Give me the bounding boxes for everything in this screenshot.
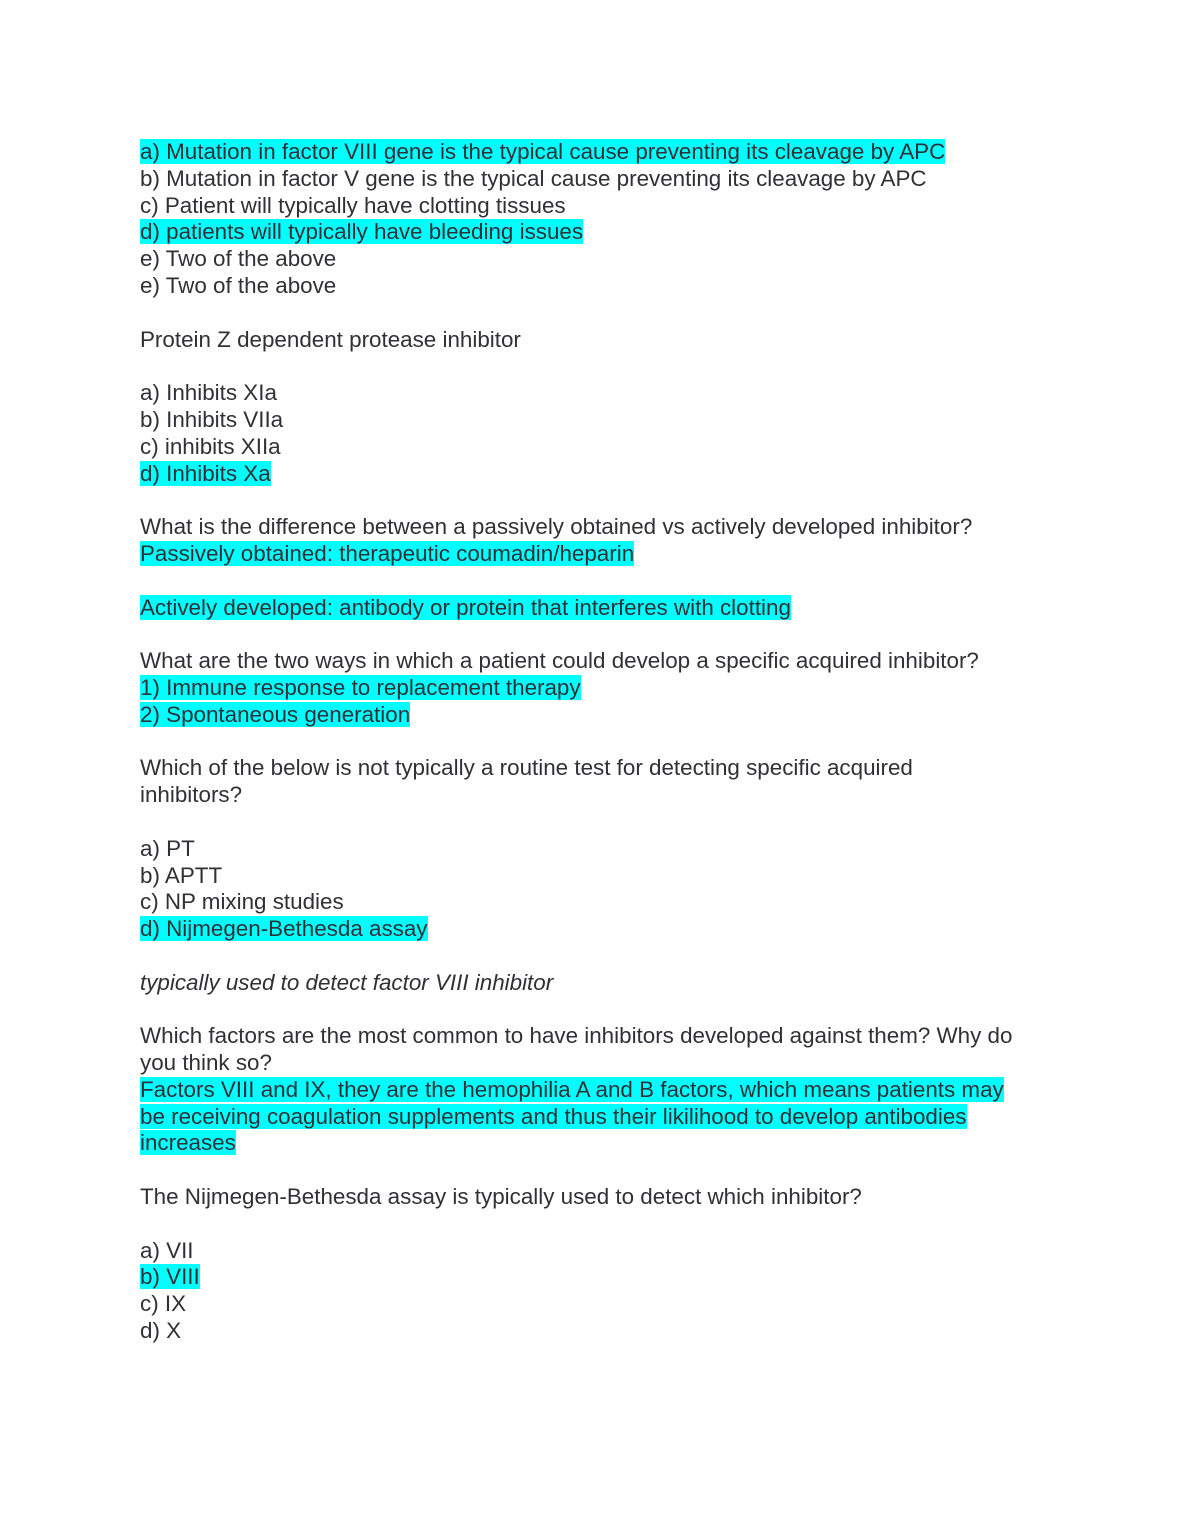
q4-answer-1-text: 1) Immune response to replacement therapy — [140, 674, 581, 700]
q5-note: typically used to detect factor VIII inhibitor — [140, 969, 554, 995]
q4-answer-1 — [140, 675, 1060, 702]
q5-option-c-text: c) NP mixing studies — [140, 889, 344, 915]
q7-option-b — [140, 1264, 1060, 1291]
q7-option-b-text: b) VIII — [140, 1264, 200, 1290]
q7-option-a-text: a) VII — [140, 1237, 194, 1263]
q5-option-a-text: a) PT — [140, 835, 195, 861]
q5-option-d — [140, 916, 1060, 943]
q1-option-e-duplicate — [140, 273, 1060, 300]
q3-answer-active-text: Actively developed: antibody or protein that interferes with clotting — [140, 594, 791, 620]
spacer — [140, 621, 1060, 648]
spacer — [140, 809, 1060, 836]
q7-question: The Nijmegen-Bethesda assay is typically used to detect which inhibitor? — [140, 1184, 862, 1210]
q1-option-b-text: b) Mutation in factor V gene is the typical cause preventing its cleavage by APC — [140, 165, 927, 191]
q1-option-d — [140, 219, 1060, 246]
q2-option-d — [140, 461, 1060, 488]
q1-option-c-text: c) Patient will typically have clotting tissues — [140, 192, 566, 218]
q6-answer-line-2 — [140, 1104, 1060, 1131]
q4-answer-2-text: 2) Spontaneous generation — [140, 701, 411, 727]
q5-question-line-1: Which of the below is not typically a routine test for detecting specific acquired — [140, 755, 913, 781]
q1-option-e — [140, 246, 1060, 273]
q2-option-b — [140, 407, 1060, 434]
q1-option-a — [140, 139, 1060, 166]
q2-option-c — [140, 434, 1060, 461]
q7-option-d — [140, 1318, 1060, 1345]
q2-option-a-text: a) Inhibits XIa — [140, 380, 277, 406]
q2-option-b-text: b) Inhibits VIIa — [140, 406, 284, 432]
q6-question-line-2: you think so? — [140, 1050, 272, 1076]
spacer — [140, 353, 1060, 380]
q5-option-b — [140, 863, 1060, 890]
spacer — [140, 729, 1060, 756]
q6-answer-line-2-text: be receiving coagulation supplements and thus their likilihood to develop antibodies — [140, 1103, 967, 1129]
q5-option-c — [140, 889, 1060, 916]
q4-question: What are the two ways in which a patient could develop a specific acquired inhibitor? — [140, 648, 979, 674]
spacer — [140, 1157, 1060, 1184]
q7-option-c-text: c) IX — [140, 1291, 187, 1317]
q2-option-a — [140, 380, 1060, 407]
spacer — [140, 568, 1060, 595]
q5-option-d-text: d) Nijmegen-Bethesda assay — [140, 916, 428, 942]
q1-option-d-text: d) patients will typically have bleeding issues — [140, 219, 584, 245]
spacer — [140, 997, 1060, 1024]
q7-option-d-text: d) X — [140, 1318, 182, 1344]
spacer — [140, 300, 1060, 327]
q1-option-e2-text: e) Two of the above — [140, 272, 337, 298]
q1-option-a-text: a) Mutation in factor VIII gene is the typical cause preventing its cleavage by APC — [140, 139, 946, 164]
q4-answer-2 — [140, 702, 1060, 729]
q6-answer-line-3-text: increases — [140, 1130, 236, 1156]
q5-option-b-text: b) APTT — [140, 862, 223, 888]
q6-answer-line-3 — [140, 1130, 1060, 1157]
q3-answer-active — [140, 595, 1060, 622]
q3-answer-passive — [140, 541, 1060, 568]
q2-option-d-text: d) Inhibits Xa — [140, 460, 271, 486]
q6-answer-line-1 — [140, 1077, 1060, 1104]
q7-option-c — [140, 1291, 1060, 1318]
q2-question: Protein Z dependent protease inhibitor — [140, 326, 521, 352]
spacer — [140, 487, 1060, 514]
q7-option-a — [140, 1238, 1060, 1265]
document-page — [140, 139, 1060, 1345]
spacer — [140, 943, 1060, 970]
q2-option-c-text: c) inhibits XIIa — [140, 433, 281, 459]
q3-question: What is the difference between a passively obtained vs actively developed inhibitor? — [140, 514, 973, 540]
spacer — [140, 1211, 1060, 1238]
q5-option-a — [140, 836, 1060, 863]
q6-answer-line-1-text: Factors VIII and IX, they are the hemophilia A and B factors, which means patients may — [140, 1076, 1004, 1102]
q5-question-line-2: inhibitors? — [140, 782, 243, 808]
q1-option-c — [140, 193, 1060, 220]
q6-question-line-1: Which factors are the most common to have inhibitors developed against them? Why do — [140, 1023, 1013, 1049]
q3-answer-passive-text: Passively obtained: therapeutic coumadin/heparin — [140, 540, 635, 566]
q1-option-e-text: e) Two of the above — [140, 246, 337, 272]
q1-option-b — [140, 166, 1060, 193]
